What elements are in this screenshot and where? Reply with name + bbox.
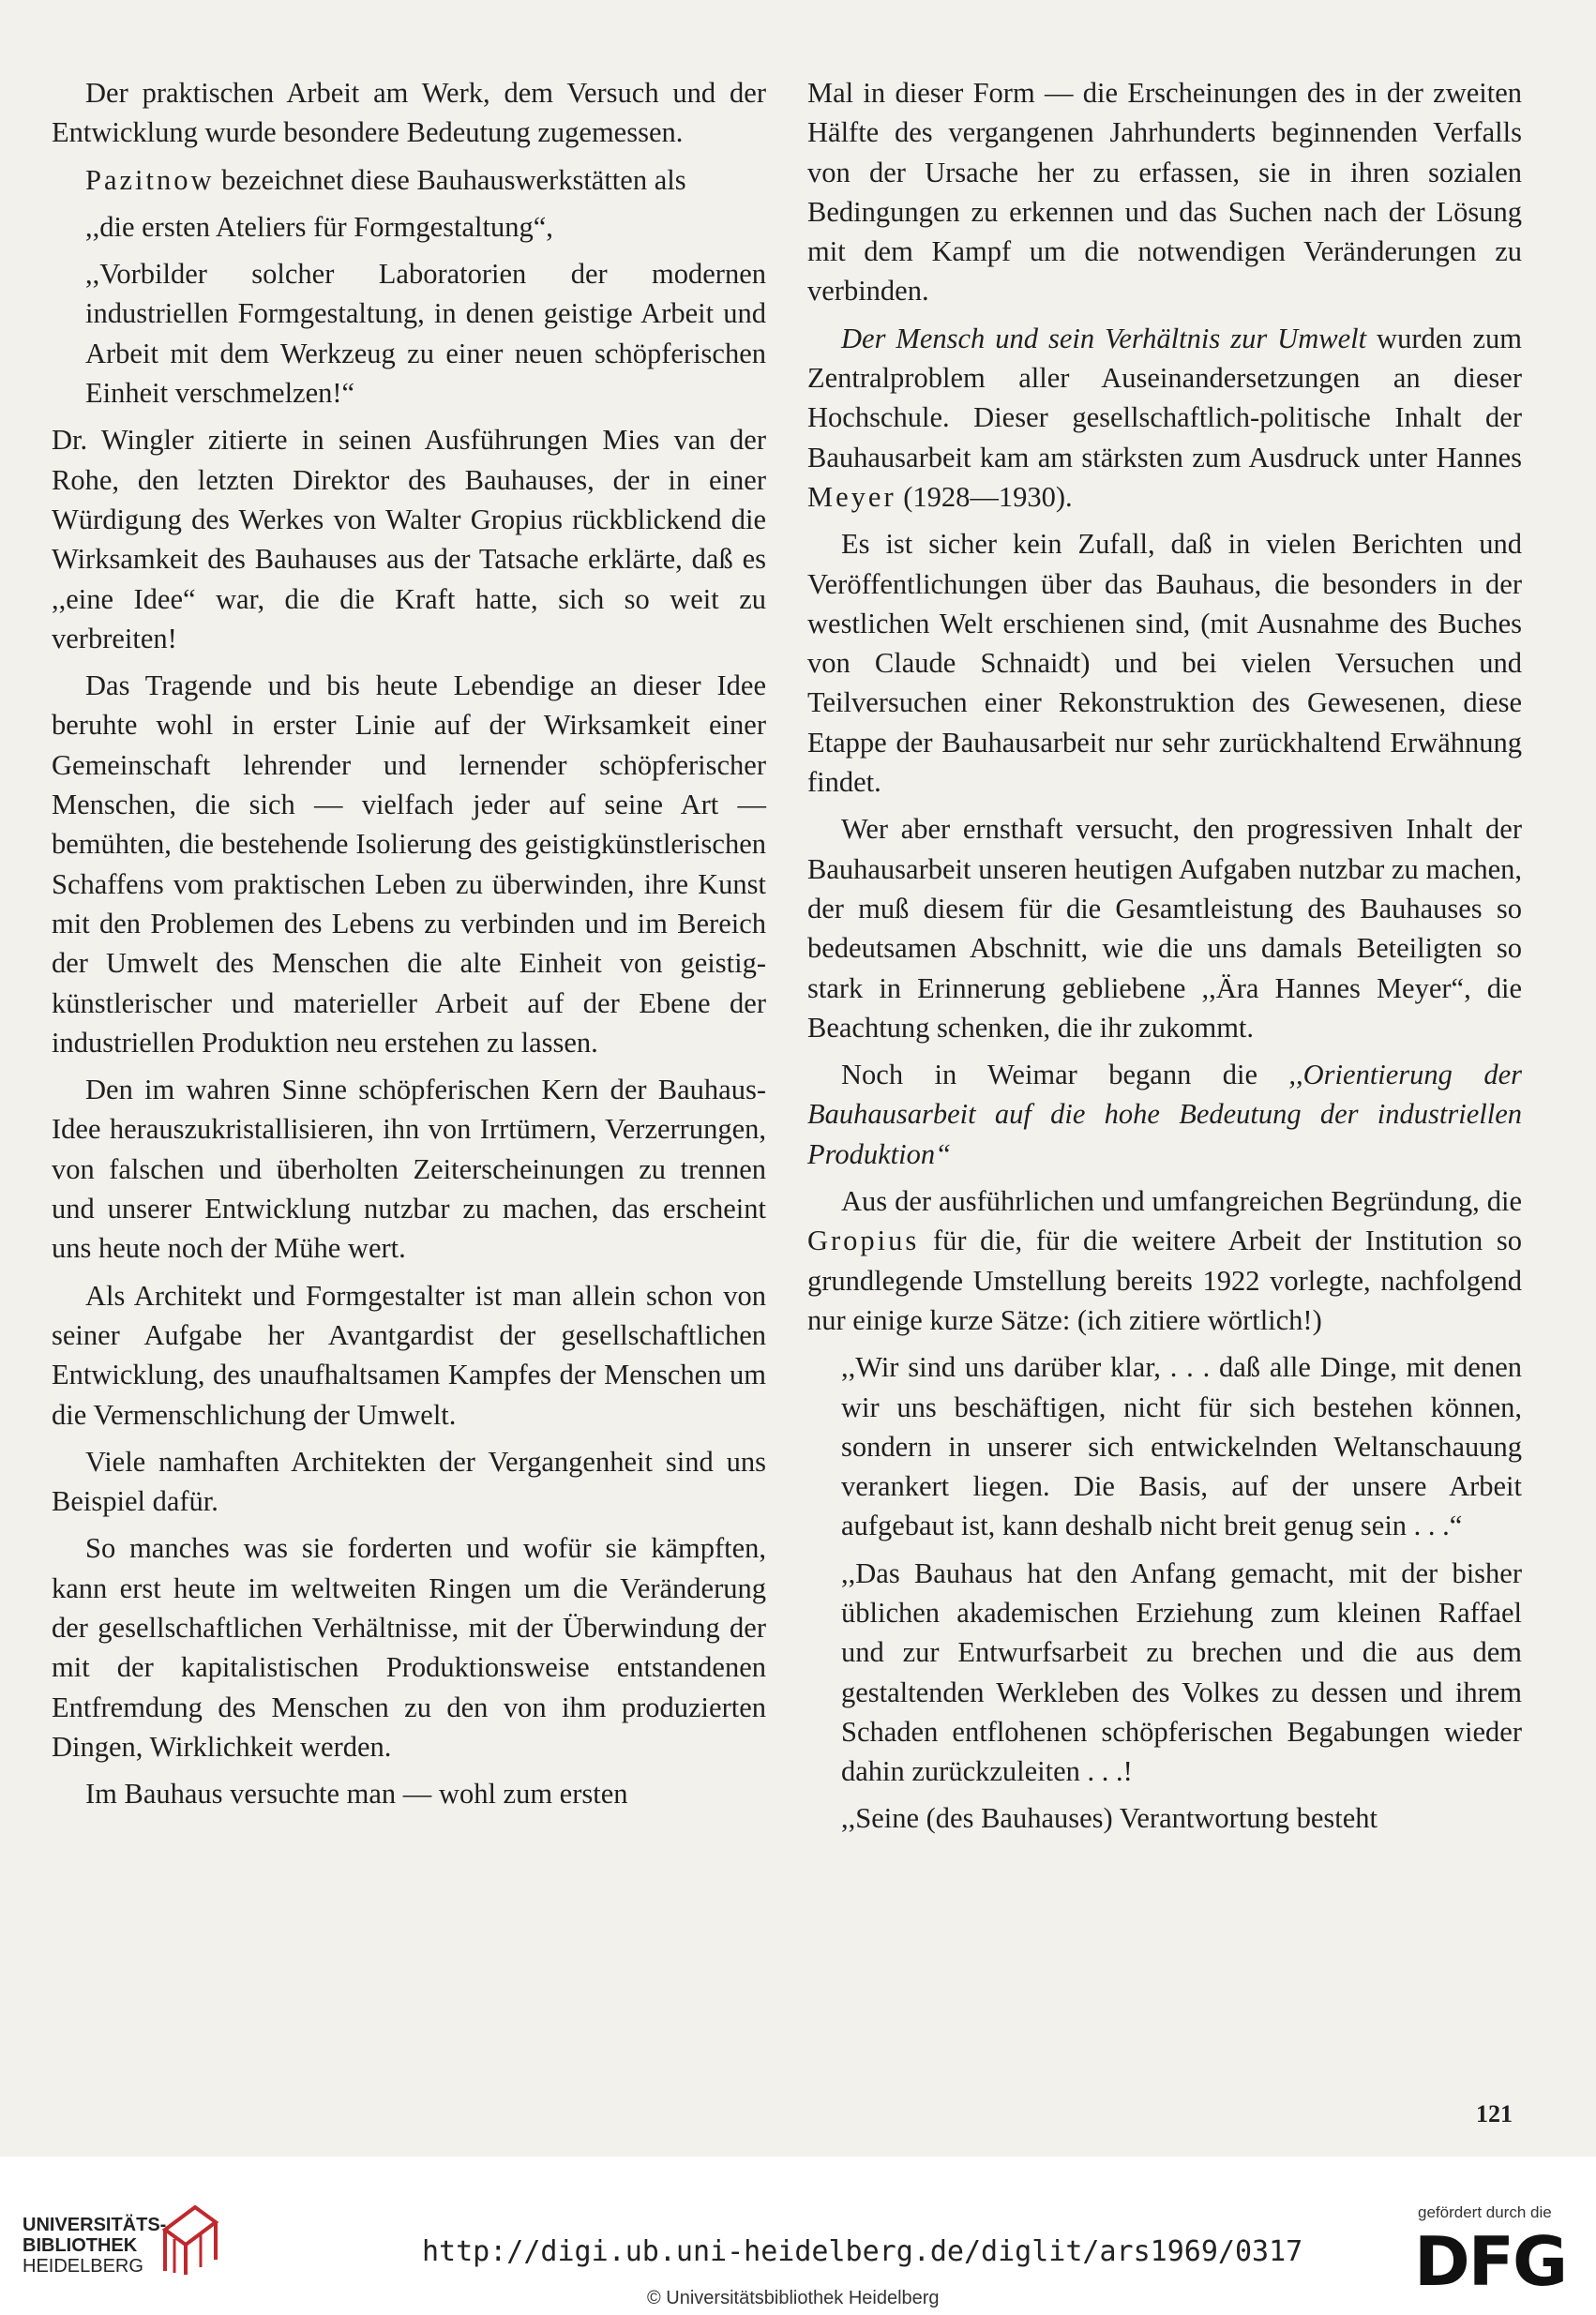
paragraph — [52, 160, 766, 200]
paragraph-text: ,,Wir sind uns darüber klar, . . . daß alle Dinge, mit denen wir uns beschäftigen, nicht für sich bestehen können, sondern in unserer sich entwickelnden Weltanschauung verankert liegen. Die Basis, auf der unsere Arbeit aufgebaut ist, kann deshalb nicht breit genug sein . . .“ — [841, 1351, 1522, 1542]
paragraph — [807, 1347, 1522, 1545]
paragraph — [52, 1774, 766, 1813]
spaced-name: Pazitnow — [85, 163, 215, 196]
copyright-notice: © Universitätsbibliothek Heidelberg — [647, 2288, 940, 2308]
paragraph-text: So manches was sie forderten und wofür sie kämpften, kann erst heute im weltweiten Ringen um die Veränderung der gesellschaftlichen Verhältnisse, mit der Überwindung der mit der kapitalistischen Produktionsweise entstandenen Entfremdung des Menschen zu den von ihm produzierten Dingen, Wirklichkeit werden. — [52, 1532, 766, 1763]
paragraph-text: Als Architekt und Formgestalter ist man allein schon von seiner Aufgabe her Avantgardist der gesellschaftlichen Entwicklung, des unaufhaltsamen Kampfes der Menschen um die Vermenschlichung der Umwelt. — [52, 1279, 766, 1431]
paragraph — [52, 254, 766, 413]
paragraph-text: ,,Vorbilder solcher Laboratorien der modernen industriellen Formgestaltung, in denen geistige Arbeit und Arbeit mit dem Werkzeug zu einer neuen schöpferischen Einheit verschmelzen!“ — [85, 258, 766, 410]
paragraph-text: ,,Seine (des Bauhauses) Verantwortung besteht — [841, 1802, 1378, 1835]
paragraph-text: Der praktischen Arbeit am Werk, dem Versuch und der Entwicklung wurde besondere Bedeutung zugemessen. — [52, 77, 766, 149]
paragraph — [807, 319, 1522, 517]
paragraph-text: Aus der ausführlichen und umfangreichen Begründung, die — [841, 1185, 1522, 1218]
source-url-link[interactable]: http://digi.ub.uni-heidelberg.de/diglit/ars1969/0317 — [422, 2235, 1303, 2268]
paragraph-text: ,,die ersten Ateliers für Formgestaltung“, — [85, 210, 553, 243]
funding-label: gefördert durch die — [1418, 2203, 1552, 2221]
paragraph — [807, 1181, 1522, 1340]
paragraph — [807, 809, 1522, 1047]
paragraph — [52, 1070, 766, 1268]
library-logo-icon[interactable] — [158, 2202, 223, 2277]
paragraph-text: für die, für die weitere Arbeit der Institution so grundlegende Umstellung bereits 1922 vorlegte, nachfolgend nur einige kurze Sätze: (ich zitiere wörtlich!) — [807, 1225, 1522, 1336]
paragraph-text: Dr. Wingler zitierte in seinen Ausführungen Mies van der Rohe, den letzten Direktor des Bauhauses, der in einer Würdigung des Werkes von Walter Gropius rückblickend die Wirksamkeit des Bauhauses aus der Tatsache erklärte, daß es ,,eine Idee“ war, die die Kraft hatte, sich so weit zu verbreiten! — [52, 424, 766, 654]
paragraph-text: Im Bauhaus versuchte man — wohl zum ersten — [85, 1778, 628, 1811]
paragraph-text: bezeichnet diese Bauhauswerkstätten als — [214, 163, 686, 196]
paragraph-text: Es ist sicher kein Zufall, daß in vielen Berichten und Veröffentlichungen über das Bauhaus, die besonders in der westlichen Welt erschienen sind, (mit Ausnahme des Buches von Claude Schnaidt) und bei vielen Versuchen und Teilversuchen einer Rekonstruktion des Gewesenen, diese Etappe der Bauhausarbeit nur sehr zurückhaltend Erwähnung findet. — [807, 528, 1522, 799]
logo-line-3: HEIDELBERG — [23, 2256, 143, 2277]
library-logo-text[interactable] — [23, 2215, 166, 2277]
paragraph — [807, 1055, 1522, 1174]
spaced-name: Gropius — [807, 1225, 920, 1257]
logo-line-1: UNIVERSITÄTS- — [23, 2215, 167, 2235]
paragraph — [52, 73, 766, 153]
italic-phrase: Der Mensch und sein Verhältnis zur Umwelt — [841, 322, 1367, 354]
paragraph-text: Das Tragende und bis heute Lebendige an dieser Idee beruhte wohl in erster Linie auf der Wirksamkeit einer Gemeinschaft lehrender und lernender schöpferischer Menschen, die sich — vielfach jeder auf seine Art — bemühten, die bestehende Isolierung des geistigkünstlerischen Schaffens vom praktischen Leben zu überwinden, ihre Kunst mit den Problemen des Lebens zu verbinden und im Bereich der Umwelt des Menschen die alte Einheit von geistig-künstlerischer und materieller Arbeit auf der Ebene der industriellen Produktion neu erstehen zu lassen. — [52, 669, 766, 1059]
paragraph-text: Wer aber ernsthaft versucht, den progressiven Inhalt der Bauhausarbeit unseren heutigen Aufgaben nutzbar zu machen, der muß diesem für die Gesamtleistung des Bauhauses so bedeutsamen Abschnitt, wie die uns damals Beteiligten so stark in Erinnerung gebliebene ,,Ära Hannes Meyer“, die Beachtung schenken, die ihr zukommt. — [807, 813, 1522, 1044]
paragraph — [52, 666, 766, 1062]
paragraph — [52, 1442, 766, 1522]
paragraph — [807, 524, 1522, 802]
page-number: 121 — [1476, 2100, 1513, 2127]
logo-line-2: BIBLIOTHEK — [23, 2235, 138, 2256]
paragraph — [52, 1276, 766, 1435]
footer-bar — [0, 2157, 1596, 2315]
paragraph-text: wurden zum Zentralproblem aller Auseinandersetzungen an dieser Hochschule. Dieser gesellschaftlich-politische Inhalt der Bauhausarbeit kam am stärksten zum Ausdruck unter Hannes — [807, 322, 1523, 474]
paragraph-text: Viele namhaften Architekten der Vergangenheit sind uns Beispiel dafür. — [52, 1445, 766, 1518]
right-column — [807, 73, 1522, 1846]
paragraph-text: ,,Das Bauhaus hat den Anfang gemacht, mit der bisher üblichen akademischen Erziehung zum kleinen Raffael und zur Entwurfsarbeit zu brechen und die aus dem gestaltenden Werkleben des Volkes zu dessen und ihrem Schaden entflohenen schöpferischen Begabungen wieder dahin zurückzuleiten . . .! — [841, 1556, 1522, 1788]
left-column — [52, 73, 766, 1821]
italic-phrase: ,,Orientierung der Bauhausarbeit auf die hohe Bedeutung der industriellen Produktion“ — [807, 1059, 1522, 1170]
paragraph — [807, 1554, 1522, 1792]
spaced-name: Meyer — [807, 480, 896, 513]
paragraph-text: Noch in Weimar begann die — [841, 1059, 1289, 1091]
paragraph-text: (1928—1930). — [896, 480, 1073, 513]
paragraph-text: Den im wahren Sinne schöpferischen Kern der Bauhaus-Idee herauszukristallisieren, ihn von Irrtümern, Verzerrungen, von falschen und überholten Zeiterscheinungen zu trennen und unserer Entwicklung nutzbar zu machen, das erscheint uns heute noch der Mühe wert. — [52, 1074, 766, 1265]
paragraph — [52, 1528, 766, 1766]
paragraph — [807, 73, 1522, 311]
dfg-logo[interactable]: DFG — [1414, 2222, 1567, 2301]
paragraph — [807, 1798, 1522, 1838]
paragraph-text: Mal in dieser Form — die Erscheinungen des in der zweiten Hälfte des vergangenen Jahrhunderts beginnenden Verfalls von der Ursache her zu erfassen, sie in ihren sozialen Bedingungen zu erkennen und das Suchen nach der Lösung mit dem Kampf um die notwendigen Veränderungen zu verbinden. — [807, 77, 1522, 308]
paragraph — [52, 207, 766, 247]
paragraph — [52, 420, 766, 658]
